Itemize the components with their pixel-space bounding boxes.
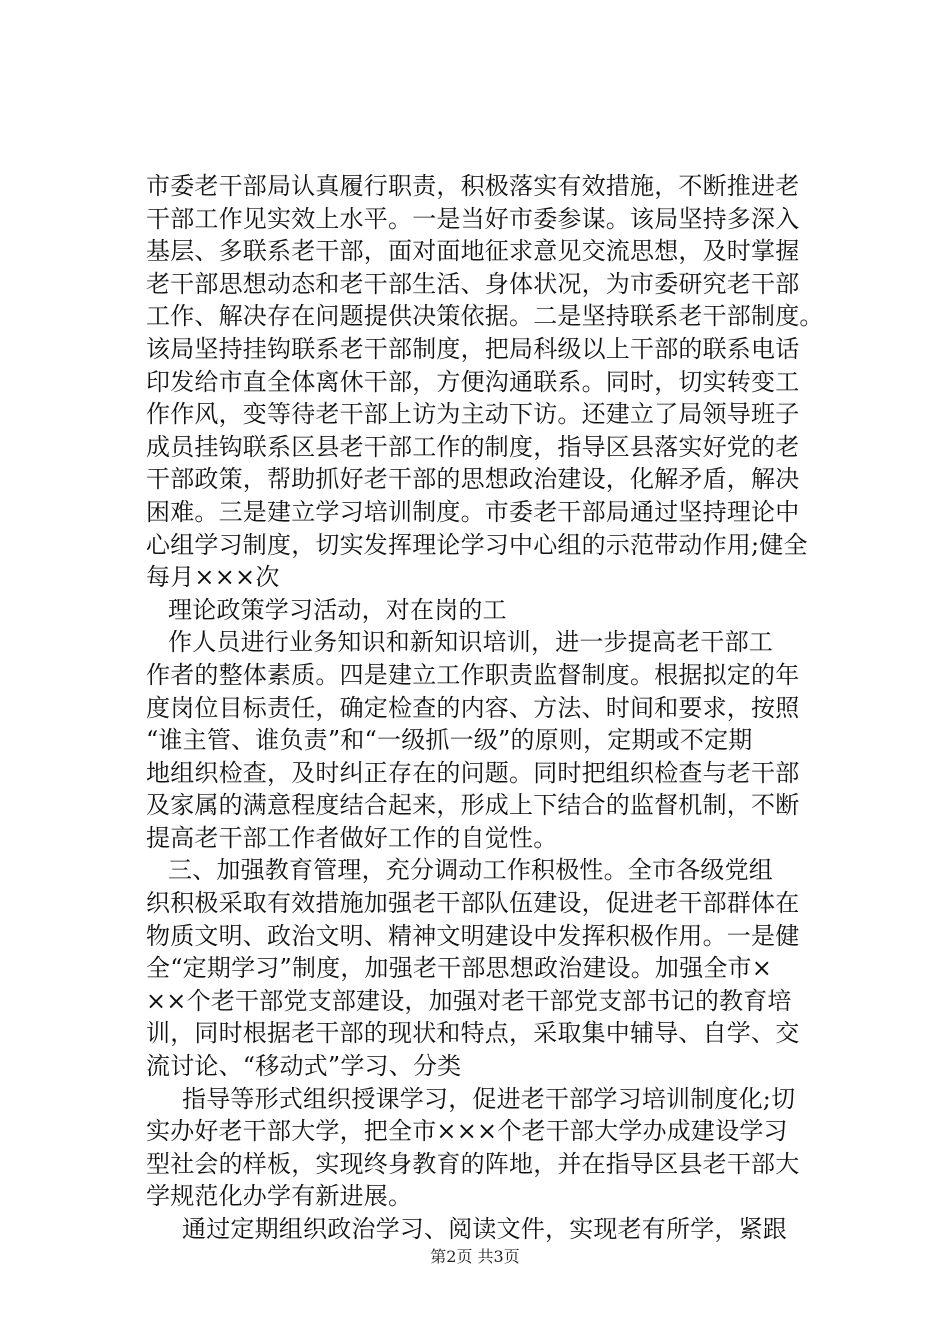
text-line: 干部政策，帮助抓好老干部的思想政治建设，化解矛盾，解决 [146,465,800,494]
text-line: 市委老干部局认真履行职责，积极落实有效措施，不断推进老 [146,172,800,200]
text-line: 干部工作见实效上水平。一是当好市委参谋。该局坚持多深入 [146,204,800,233]
text-line: 心组学习制度，切实发挥理论学习中心组的示范带动作用;健全 [146,530,808,559]
text-line: “谁主管、谁负责”和“一级抓一级”的原则，定期或不定期 [146,726,753,755]
text-line: 印发给市直全体离休干部，方便沟通联系。同时，切实转变工 [146,367,800,396]
text-line: 学规范化办学有新进展。 [146,1182,413,1211]
document-body [146,170,866,1246]
text-line: 指导等形式组织授课学习，促进老干部学习培训制度化;切 [182,1084,796,1113]
text-line: 全“定期学习”制度，加强老干部思想政治建设。加强全市× [146,954,773,983]
text-line: 物质文明、政治文明、精神文明建设中发挥积极作用。一是健 [146,921,800,950]
text-line: 实办好老干部大学，把全市×××个老干部大学办成建设学习 [146,1117,788,1146]
text-line: 度岗位目标责任，确定检查的内容、方法、时间和要求，按照 [146,693,800,722]
text-line: 老干部思想动态和老干部生活、身体状况，为市委研究老干部 [146,269,800,298]
text-line: 作人员进行业务知识和新知识培训，进一步提高老干部工 [168,628,773,657]
text-line: 型社会的样板，实现终身教育的阵地，并在指导区县老干部大 [146,1149,800,1178]
text-line: 工作、解决存在问题提供决策依据。二是坚持联系老干部制度。 [146,302,824,331]
text-line: 流讨论、“移动式”学习、分类 [146,1052,462,1081]
text-line: 织积极采取有效措施加强老干部队伍建设，促进老干部群体在 [146,889,800,918]
text-line: 基层、多联系老干部，面对面地征求意见交流思想，及时掌握 [146,237,800,266]
text-line: 每月×××次 [146,563,280,592]
text-line: 该局坚持挂钩联系老干部制度，把局科级以上干部的联系电话 [146,334,800,363]
text-line: 理论政策学习活动，对在岗的工 [168,595,507,624]
text-line: 及家属的满意程度结合起来，形成上下结合的监督机制，不断 [146,791,800,820]
text-line: 作者的整体素质。四是建立工作职责监督制度。根据拟定的年 [146,660,800,689]
text-line: 地组织检查，及时纠正存在的问题。同时把组织检查与老干部 [146,758,800,787]
text-line: 成员挂钩联系区县老干部工作的制度，指导区县落实好党的老 [146,432,800,461]
text-line: 通过定期组织政治学习、阅读文件，实现老有所学，紧跟 [182,1215,787,1243]
text-line: 提高老干部工作者做好工作的自觉性。 [146,823,558,852]
text-line: 三、加强教育管理，充分调动工作积极性。全市各级党组 [168,856,773,885]
text-line: 训，同时根据老干部的现状和特点，采取集中辅导、自学、交 [146,1019,800,1048]
text-line: 困难。三是建立学习培训制度。市委老干部局通过坚持理论中 [146,497,800,526]
text-line: ××个老干部党支部建设，加强对老干部党支部书记的教育培 [146,986,792,1015]
page-number-footer: 第2页 共3页 [430,1247,520,1266]
text-line: 作作风，变等待老干部上访为主动下访。还建立了局领导班子 [146,400,800,429]
